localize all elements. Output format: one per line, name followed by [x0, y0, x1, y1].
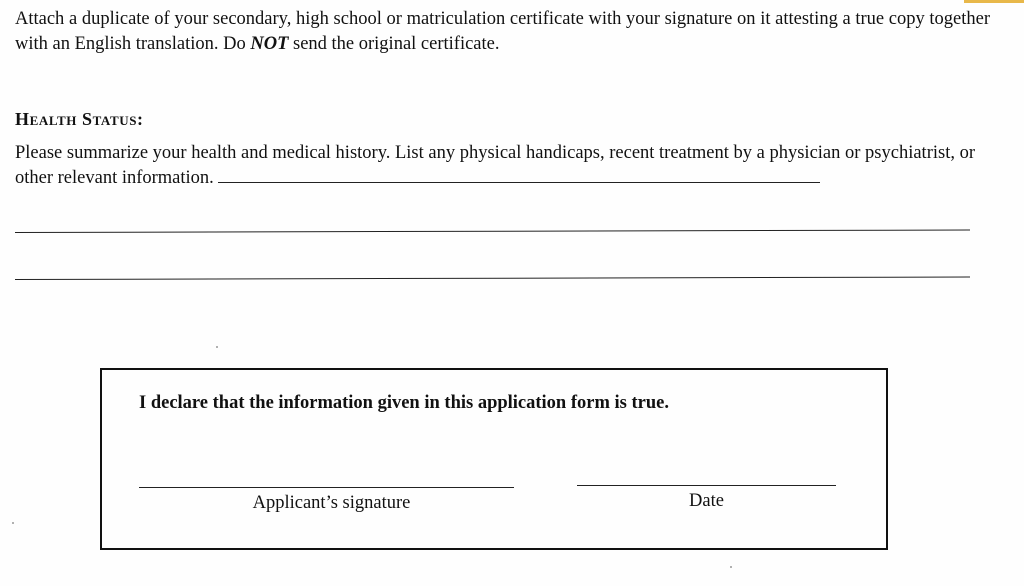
signature-line[interactable]: [139, 487, 514, 488]
health-history-prompt-text: Please summarize your health and medical history. List any physical handicaps, recent treatment by a physician or psychiatrist, or other relevant information.: [15, 143, 975, 188]
page-corner-mark: [964, 0, 1024, 3]
health-history-prompt: [15, 141, 990, 191]
paper-speck: [730, 566, 732, 568]
paper-speck: [216, 346, 218, 348]
not-emphasis: NOT: [250, 34, 289, 54]
declaration-statement: I declare that the information given in this application form is true.: [139, 393, 669, 413]
health-answer-inline-line[interactable]: [218, 181, 820, 183]
health-answer-line[interactable]: [15, 229, 970, 233]
date-label: Date: [689, 491, 724, 511]
date-line[interactable]: [577, 485, 836, 486]
declaration-box: [100, 368, 888, 550]
health-status-heading: Health Status:: [15, 109, 144, 129]
health-answer-line[interactable]: [15, 276, 970, 280]
attachment-text-start: Attach a duplicate of your secondary, high school or matriculation certificate with your signature on it attesting a true copy together with an English translation. Do: [15, 9, 990, 54]
attachment-text-end: send the original certificate.: [288, 34, 500, 54]
paper-speck: [12, 522, 14, 524]
signature-label: Applicant’s signature: [252, 493, 411, 513]
attachment-instruction: [15, 7, 990, 57]
